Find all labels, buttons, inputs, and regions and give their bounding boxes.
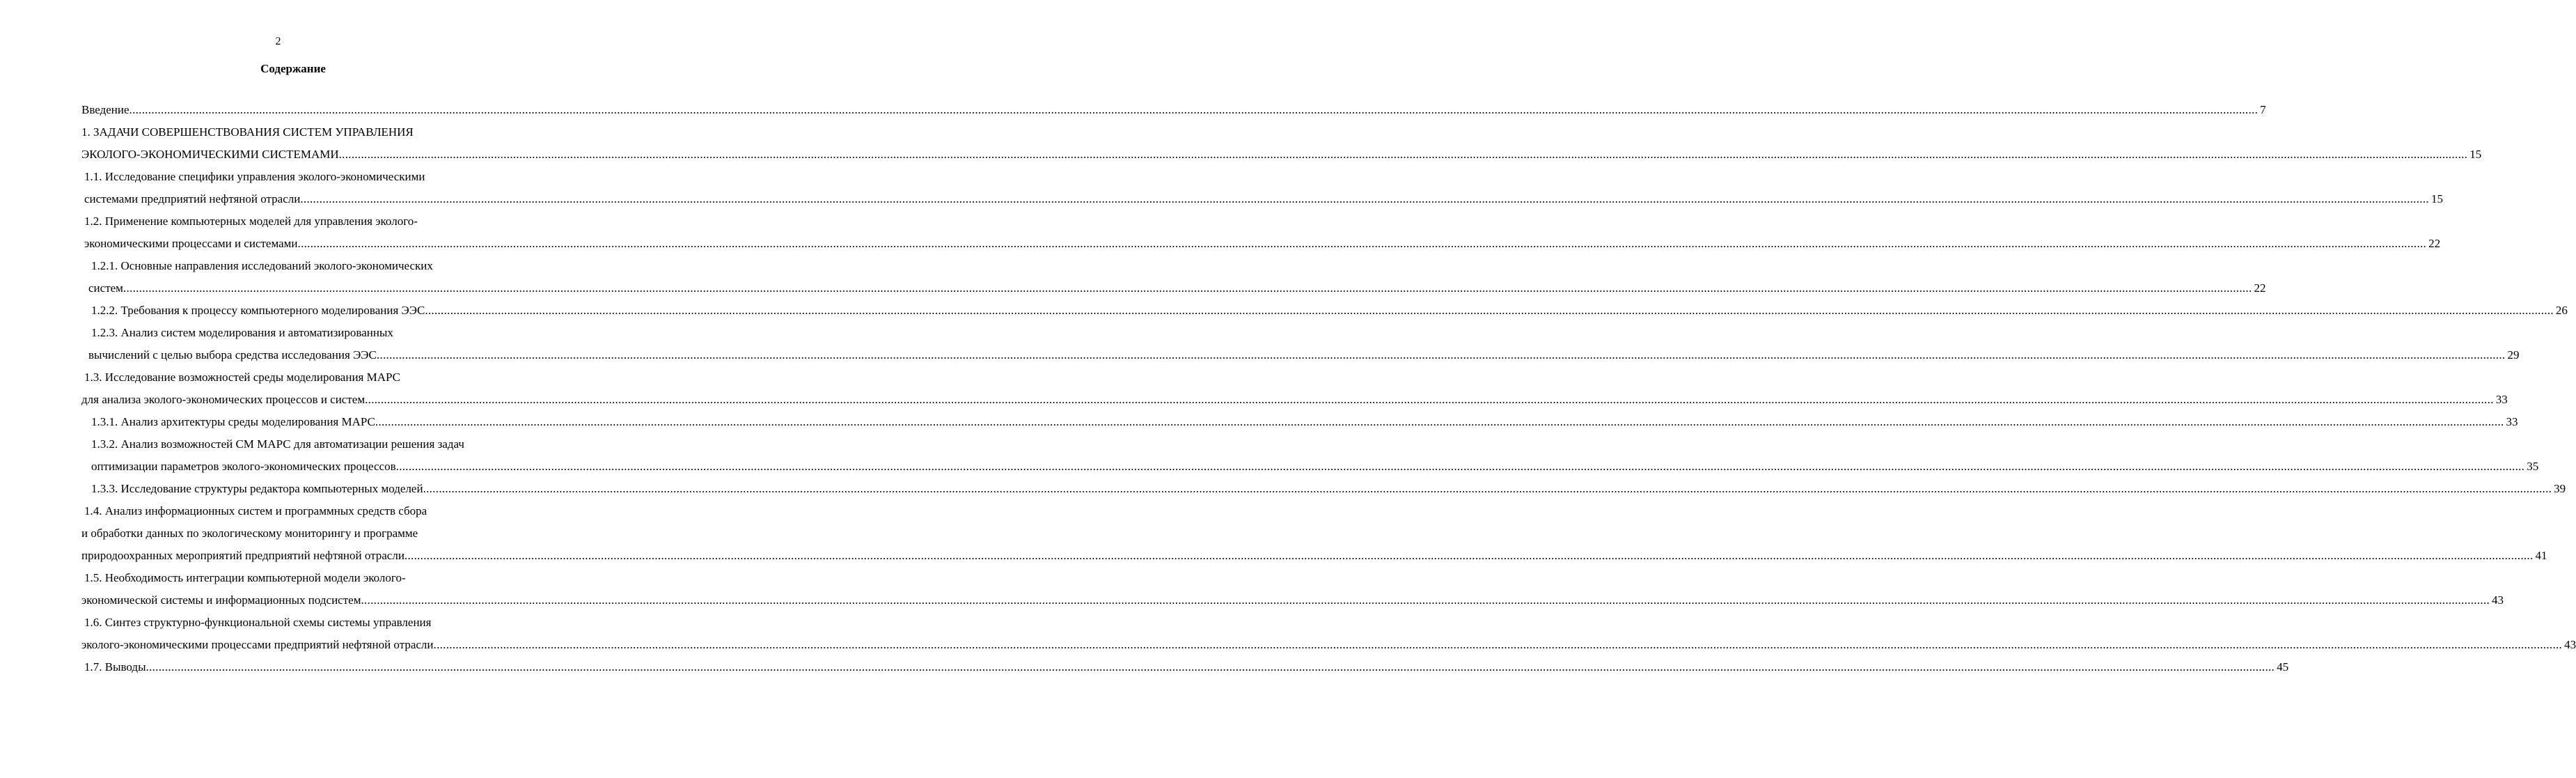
toc-entry-1-4-line-1: [84, 500, 516, 522]
toc-entry-chapter-1-line-2: [81, 143, 2482, 166]
leader-dots: ................................................................................................................................................................................................................................................................................................................................................................................................................................................................................................................................................................................................................................................................................................: [129, 103, 2259, 116]
toc-entry-text: и обработки данных по экологическому мониторингу и программе: [81, 527, 418, 540]
toc-entry-text: 1.5. Необходимость интеграции компьютерной модели эколого-: [84, 571, 406, 584]
toc-entry-text: 1.2. Применение компьютерных моделей для управления эколого-: [84, 215, 418, 228]
leader-dots: ................................................................................................................................................................................................................................................................................................................................................................................................................................................................................................................................................................................................................................................................................................: [297, 237, 2427, 250]
toc-entry-text: 1.1. Исследование специфики управления эколого-экономическими: [84, 170, 425, 183]
toc-entry-1-5-line-2: [81, 589, 2504, 612]
toc-entry-1-3-line-1: [84, 366, 516, 389]
toc-entry-1-7: [84, 656, 2289, 678]
toc-entry-text: 1.3.3. Исследование структуры редактора компьютерных моделей: [91, 482, 423, 495]
toc-entry-introduction: [81, 99, 2266, 121]
toc-entry-1-3-1: [91, 411, 2518, 433]
toc-entry-text: для анализа эколого-экономических процессов и систем: [81, 393, 366, 406]
toc-page-number: 22: [2254, 281, 2266, 295]
leader-dots: ................................................................................................................................................................................................................................................................................................................................................................................................................................................................................................................................................................................................................................................................................................: [425, 304, 2554, 317]
toc-page-number: 41: [2535, 549, 2547, 562]
toc-page-number: 29: [2507, 348, 2520, 361]
toc-entry-text: 1.3. Исследование возможностей среды моделирования МАРС: [84, 371, 401, 384]
toc-entry-text: 1. ЗАДАЧИ СОВЕРШЕНСТВОВАНИЯ СИСТЕМ УПРАВЛЕНИЯ: [81, 125, 414, 139]
toc-page-number: 15: [2430, 192, 2443, 205]
toc-entry-text: Введение: [81, 103, 129, 116]
toc-entry-text: 1.4. Анализ информационных систем и программных средств сбора: [84, 504, 427, 518]
leader-dots: ................................................................................................................................................................................................................................................................................................................................................................................................................................................................................................................................................................................................................................................................................................: [376, 348, 2506, 361]
toc-page-number: 33: [2506, 415, 2518, 428]
toc-entry-1-3-3: [91, 478, 2566, 500]
toc-entry-text: системами предприятий нефтяной отрасли: [84, 192, 301, 205]
toc-entry-text: вычислений с целью выбора средства исследования ЭЭС: [88, 348, 377, 361]
toc-entry-text: 1.2.1. Основные направления исследований эколого-экономических: [91, 259, 433, 272]
toc-entry-1-2-1-line-2: [88, 277, 2266, 299]
page-number: 2: [275, 36, 281, 47]
leader-dots: ................................................................................................................................................................................................................................................................................................................................................................................................................................................................................................................................................................................................................................................................................................: [395, 460, 2525, 473]
toc-entry-1-2-line-2: [84, 233, 2441, 255]
toc-entry-1-3-2-line-1: [91, 433, 516, 456]
toc-page-number: 33: [2495, 393, 2508, 406]
toc-page-number: 26: [2555, 304, 2568, 317]
toc-entry-text: экономическими процессами и системами: [84, 237, 298, 250]
toc-entry-text: 1.3.1. Анализ архитектуры среды моделирования МАРС: [91, 415, 375, 428]
page-title: Содержание: [260, 62, 326, 75]
toc-page-number: 22: [2428, 237, 2441, 250]
toc-entry-1-4-line-2: [81, 522, 516, 545]
leader-dots: ................................................................................................................................................................................................................................................................................................................................................................................................................................................................................................................................................................................................................................................................................................: [433, 638, 2563, 651]
leader-dots: ................................................................................................................................................................................................................................................................................................................................................................................................................................................................................................................................................................................................................................................................................................: [146, 660, 2275, 674]
toc-page-number: 15: [2469, 148, 2482, 161]
leader-dots: ................................................................................................................................................................................................................................................................................................................................................................................................................................................................................................................................................................................................................................................................................................: [375, 415, 2504, 428]
toc-entry-text: ЭКОЛОГО-ЭКОНОМИЧЕСКИМИ СИСТЕМАМИ: [81, 148, 339, 161]
toc-page-number: 43: [2492, 593, 2504, 607]
leader-dots: ................................................................................................................................................................................................................................................................................................................................................................................................................................................................................................................................................................................................................................................................................................: [423, 482, 2552, 495]
leader-dots: ................................................................................................................................................................................................................................................................................................................................................................................................................................................................................................................................................................................................................................................................................................: [300, 192, 2429, 205]
toc-entry-1-3-line-2: [81, 389, 2508, 411]
toc-entry-1-2-1-line-1: [91, 255, 516, 277]
toc-entry-text: систем: [88, 281, 123, 295]
toc-entry-1-4-line-3: [81, 545, 2547, 567]
toc-entry-1-2-2: [91, 299, 2568, 322]
toc-entry-text: оптимизации параметров эколого-экономических процессов: [91, 460, 396, 473]
toc-entry-1-5-line-1: [84, 567, 516, 589]
toc-entry-text: 1.2.3. Анализ систем моделирования и автоматизированных: [91, 326, 393, 339]
toc-entry-text: 1.7. Выводы: [84, 660, 146, 674]
toc-entry-chapter-1-line-1: [81, 121, 516, 143]
leader-dots: ................................................................................................................................................................................................................................................................................................................................................................................................................................................................................................................................................................................................................................................................................................: [404, 549, 2534, 562]
toc-entry-1-1-line-1: [84, 166, 516, 188]
toc-page-number: 39: [2554, 482, 2566, 495]
toc-entry-text: эколого-экономическими процессами предприятий нефтяной отрасли: [81, 638, 434, 651]
leader-dots: ................................................................................................................................................................................................................................................................................................................................................................................................................................................................................................................................................................................................................................................................................................: [361, 593, 2490, 607]
toc-entry-text: природоохранных мероприятий предприятий нефтяной отрасли: [81, 549, 405, 562]
toc-entry-1-1-line-2: [84, 188, 2443, 210]
toc-entry-text: экономической системы и информационных подсистем: [81, 593, 361, 607]
leader-dots: ................................................................................................................................................................................................................................................................................................................................................................................................................................................................................................................................................................................................................................................................................................: [365, 393, 2494, 406]
leader-dots: ................................................................................................................................................................................................................................................................................................................................................................................................................................................................................................................................................................................................................................................................................................: [338, 148, 2468, 161]
toc-entry-1-2-3-line-1: [91, 322, 516, 344]
toc-entry-text: 1.6. Синтез структурно-функциональной схемы системы управления: [84, 616, 432, 629]
toc-entry-1-6-line-1: [84, 612, 516, 634]
toc-entry-1-3-2-line-2: [91, 456, 2539, 478]
toc-entry-1-2-line-1: [84, 210, 516, 233]
toc-page-number: 45: [2277, 660, 2289, 674]
toc-entry-text: 1.2.2. Требования к процессу компьютерного моделирования ЭЭС: [91, 304, 425, 317]
leader-dots: ................................................................................................................................................................................................................................................................................................................................................................................................................................................................................................................................................................................................................................................................................................: [123, 281, 2252, 295]
toc-entry-1-2-3-line-2: [88, 344, 2520, 366]
toc-page-number: 43: [2564, 638, 2576, 651]
toc-entry-1-6-line-2: [81, 634, 2576, 656]
toc-entry-text: 1.3.2. Анализ возможностей СМ МАРС для автоматизации решения задач: [91, 437, 464, 451]
toc-page-number: 7: [2260, 103, 2266, 116]
toc-page-number: 35: [2527, 460, 2539, 473]
